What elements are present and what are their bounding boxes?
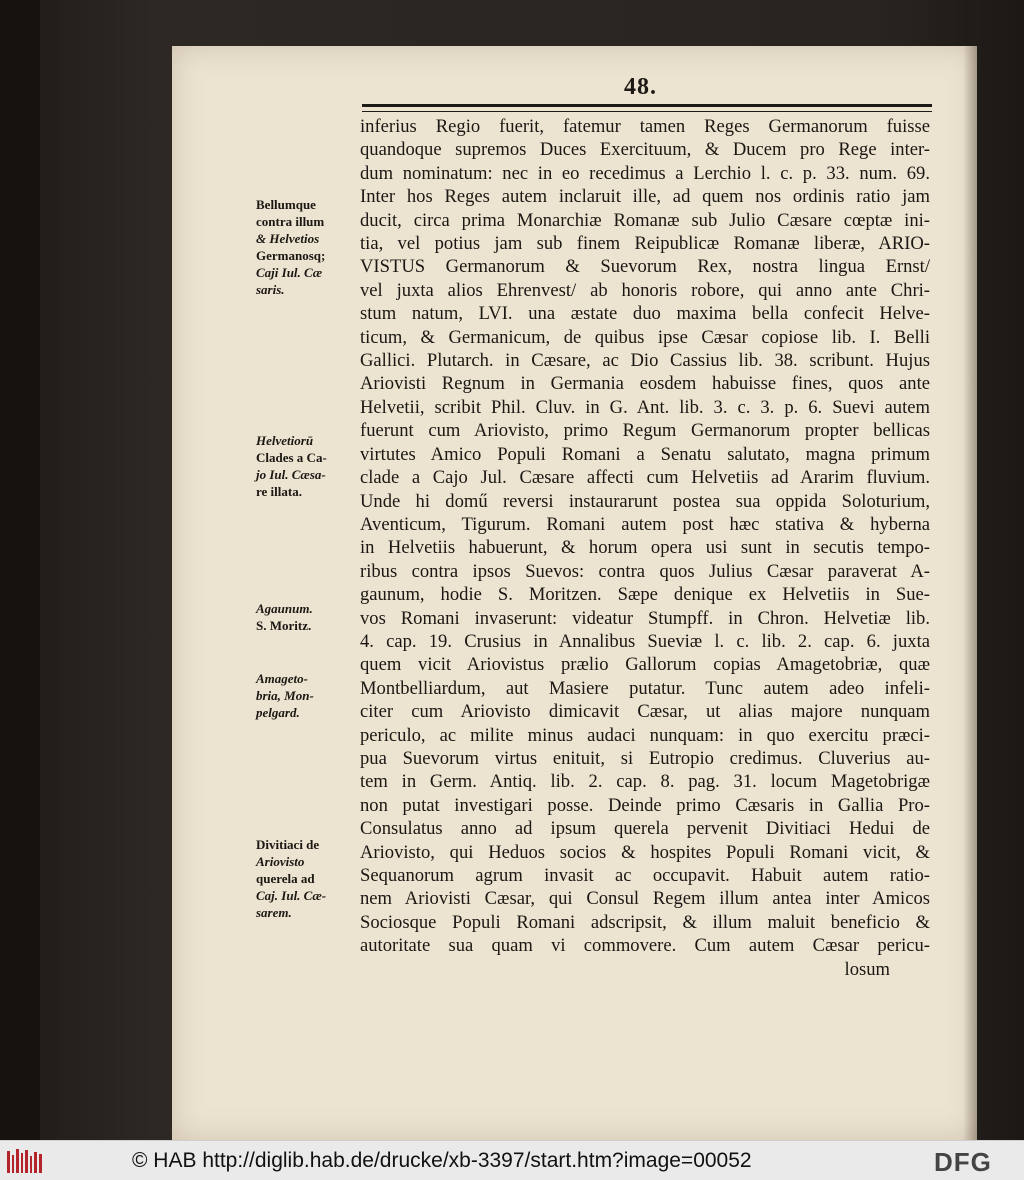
text-line: stum natum, LVI. una æstate duo maxima bella confecit Helve- — [360, 303, 930, 325]
copyright-url[interactable]: © HAB http://diglib.hab.de/drucke/xb-3397/start.htm?image=00052 — [132, 1149, 752, 1172]
margin-note-line: & Helvetios — [256, 231, 320, 246]
text-line: inferius Regio fuerit, fatemur tamen Reges Germanorum fuisse — [360, 116, 930, 137]
book-spine — [0, 0, 40, 1140]
margin-note-line: Germanosq; — [256, 248, 326, 263]
text-line: quandoque supremos Duces Exercituum, & Ducem pro Rege inter- — [360, 139, 930, 161]
margin-note-line: sarem. — [256, 905, 292, 920]
text-line: Montbelliardum, aut Masiere putatur. Tunc autem adeo infeli- — [360, 677, 930, 699]
text-line: non putat investigari posse. Deinde primo Cæsaris in Gallia Pro- — [360, 794, 930, 816]
margin-note-line: Divitiaci de — [256, 837, 320, 852]
text-line: Aventicum, Tigurum. Romani autem post hæc stativa & hyberna — [360, 513, 930, 535]
viewer-footer — [0, 1140, 1024, 1180]
margin-note-line: Ariovisto — [256, 854, 305, 869]
margin-note-line: Amageto- — [256, 671, 308, 686]
margin-note-line: bria, Mon- — [256, 688, 314, 703]
hab-logo-icon — [6, 1147, 44, 1175]
body-text — [360, 115, 930, 981]
margin-note-5 — [256, 836, 351, 921]
header-rule — [362, 104, 932, 112]
text-line: losum — [844, 958, 890, 980]
text-line: vos Romani invaserunt: videatur Stumpff. in Chron. Helvetiæ lib. — [360, 607, 930, 629]
book-page — [172, 46, 977, 1140]
page-number: 48. — [624, 74, 657, 100]
text-line: gaunum, hodie S. Moritzen. Sæpe denique ex Helvetiis in Sue- — [360, 584, 930, 606]
margin-note-1 — [256, 196, 351, 298]
text-line: Consulatus anno ad ipsum querela pervenit Divitiaci Hedui de — [360, 818, 930, 840]
dfg-logo: DFG — [934, 1147, 992, 1177]
margin-note-line: Caji Iul. Cæ — [256, 265, 323, 280]
text-line: Sociosque Populi Romani adscripsit, & illum maluit beneficio & — [360, 911, 930, 933]
text-line: Unde hi domű reversi instaurarunt postea sua oppida Soloturium, — [360, 490, 930, 512]
text-line: clade a Cajo Jul. Cæsare affecti cum Helvetiis ad Ararim fluvium. — [360, 467, 930, 489]
text-line: tia, vel potius jam sub finem Reipublicæ Romanæ liberæ, ARIO- — [360, 233, 930, 255]
margin-note-line: contra illum — [256, 214, 325, 229]
text-line: pua Suevorum virtus enituit, si Eutropio credimus. Cluverius au- — [360, 747, 930, 769]
text-line: Inter hos Reges autem inclaruit ille, ad quem nos ordinis ratio jam — [360, 186, 930, 208]
text-line: nem Ariovisti Cæsar, qui Consul Regem illum antea inter Amicos — [360, 888, 930, 910]
text-line: virtutes Amico Populi Romani a Senatu salutato, magna primum — [360, 443, 930, 465]
margin-note-line: Bellumque — [256, 197, 316, 212]
text-line: Ariovisto, qui Heduos socios & hospites Populi Romani vicit, & — [360, 841, 930, 863]
text-line: fuerunt cum Ariovisto, primo Regum Germanorum propter bellicas — [360, 420, 930, 442]
margin-note-line: querela ad — [256, 871, 315, 886]
text-line: citer cum Ariovisto dimicavit Cæsar, ut alias majore nunquam — [360, 701, 930, 723]
margin-note-line: jo Iul. Cæsa- — [256, 467, 326, 482]
margin-note-line: Clades a Ca- — [256, 450, 327, 465]
text-line: Sequanorum agrum invasit ac occupavit. Habuit autem ratio- — [360, 865, 930, 886]
text-line: in Helvetiis habuerunt, & horum opera usi sunt in secutis tempo- — [360, 537, 930, 559]
text-line: ribus contra ipsos Suevos: contra quos Julius Cæsar paraverat A- — [360, 560, 930, 582]
text-line: Gallici. Plutarch. in Cæsare, ac Dio Cassius lib. 38. scribunt. Hujus — [360, 350, 930, 372]
text-line: vel juxta alios Ehrenvest/ ab honoris robore, qui anno ante Chri- — [360, 279, 930, 301]
text-line: ducit, circa prima Monarchiæ Romanæ sub Julio Cæsare cœptæ ini- — [360, 209, 930, 231]
margin-note-2 — [256, 432, 351, 500]
text-line: VISTUS Germanorum & Suevorum Rex, nostra lingua Ernst/ — [360, 256, 930, 278]
margin-note-3 — [256, 600, 351, 634]
text-line: quem vicit Ariovistus prælio Gallorum copias Amagetobriæ, quæ — [360, 654, 930, 676]
text-line: ticum, & Germanicum, de quibus ipse Cæsar copiose lib. I. Belli — [360, 326, 930, 348]
text-line: 4. cap. 19. Crusius in Annalibus Sueviæ l. c. lib. 2. cap. 6. juxta — [360, 630, 930, 652]
text-line: Helvetii, scribit Phil. Cluv. in G. Ant. lib. 3. c. 3. p. 6. Suevi autem — [360, 396, 930, 418]
margin-note-line: Helvetiorū — [256, 433, 314, 448]
margin-note-line: Agaunum. — [256, 601, 313, 616]
margin-note-line: re illata. — [256, 484, 302, 499]
text-line: tem in Germ. Antiq. lib. 2. cap. 8. pag. 31. locum Magetobrigæ — [360, 771, 930, 793]
text-line: periculo, ac milite minus audaci nunquam: in quo exercitu præci- — [360, 724, 930, 746]
text-line: dum nominatum: nec in eo recedimus a Lerchio l. c. p. 33. num. 69. — [360, 162, 930, 184]
margin-note-4 — [256, 670, 351, 721]
text-line: autoritate sua quam vi commovere. Cum autem Cæsar pericu- — [360, 935, 930, 957]
text-line: Ariovisti Regnum in Germania eosdem habuisse fines, quos ante — [360, 373, 930, 395]
margin-note-line: saris. — [256, 282, 285, 297]
margin-note-line: Caj. Iul. Cæ- — [256, 888, 327, 903]
margin-note-line: pelgard. — [256, 705, 300, 720]
margin-note-line: S. Moritz. — [256, 618, 312, 633]
